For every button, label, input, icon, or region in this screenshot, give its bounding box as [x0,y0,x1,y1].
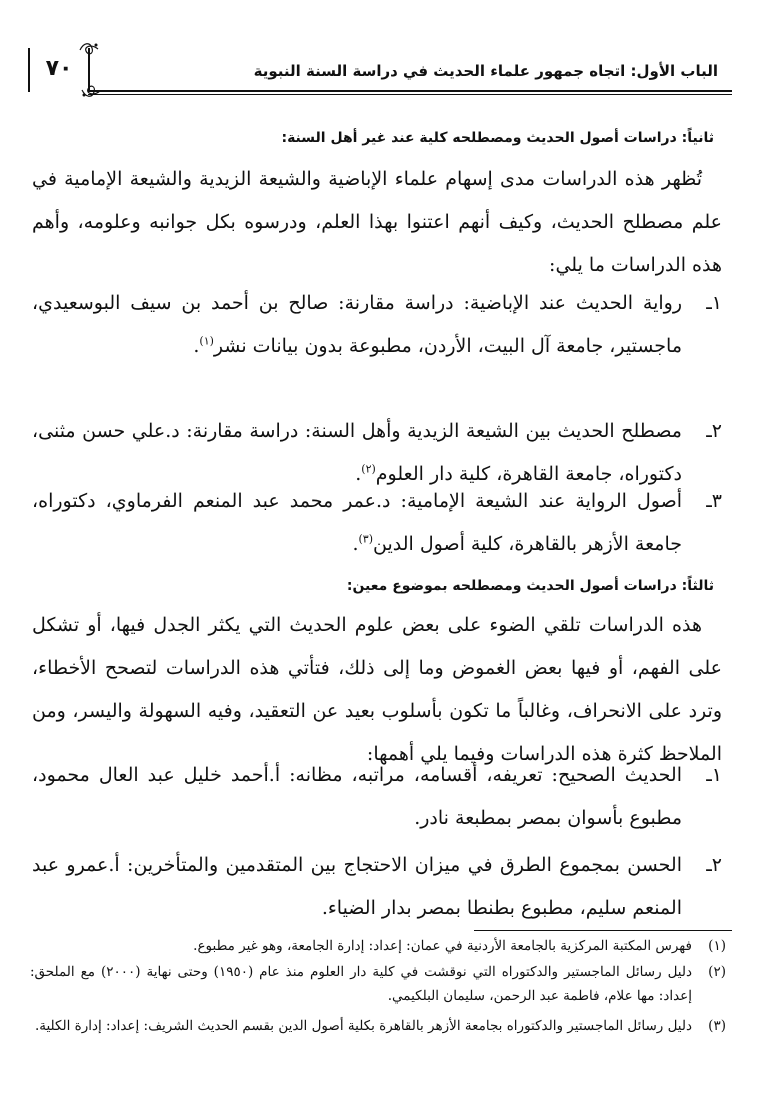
footnote-ref[interactable]: (١) [199,334,214,348]
page-number-box [28,48,90,92]
section-3-intro: هذه الدراسات تلقي الضوء على بعض علوم الحديث التي يكثر الجدل فيها، أو تشكل على الفهم، أو فيها بعض الغموض وما إلى ذلك، فتأتي هذه الدراسات لتصحح الأخطاء، وترد على الانحراف، وغالباً ما تكون بأسلوب بعيد عن التعقيد، وفيه السهولة واليسر، ومن الملاحظ كثرة هذه الدراسات وفيما يلي أهمها: [32,614,722,765]
footnote-text: دليل رسائل الماجستير والدكتوراه التي نوقشت في كلية دار العلوم منذ عام (١٩٥٠) وحتى نهاية (٢٠٠٠) مع الملحق: إعداد: مها علام، فاطمة عبد الرحمن، سليمان البلكيمي. [30,964,692,1004]
list-item [32,754,722,840]
list-text: الحسن بمجموع الطرق في ميزان الاحتجاج بين المتقدمين والمتأخرين: أ.عمرو عبد المنعم سليم، مطبوع بطنطا بمصر بدار الضياء. [32,854,682,919]
list-number: ١ـ [706,764,722,786]
running-title: الباب الأول: اتجاه جمهور علماء الحديث في دراسة السنة النبوية [253,62,718,80]
page-header [28,44,732,96]
footnote [30,960,726,1008]
list-item [32,844,722,930]
list-number: ٢ـ [706,420,722,442]
footnote-text: دليل رسائل الماجستير والدكتوراه بجامعة الأزهر بالقاهرة بكلية أصول الدين بقسم الحديث الشريف: إعداد: إدارة الكلية. [34,1018,692,1034]
footnote-ref[interactable]: (٣) [358,532,373,546]
list-item [32,282,722,368]
footnote-number: (١) [708,938,726,954]
page-number: ٧٠ [45,56,73,81]
list-text: مصطلح الحديث بين الشيعة الزيدية وأهل السنة: دراسة مقارنة: د.علي حسن مثنى، دكتوراه، جامعة القاهرة، كلية دار العلوم$^{(٢)}$. [32,420,682,485]
header-rule-thin [88,94,732,95]
flourish-ornament-icon [80,82,102,100]
section-heading-3: ثالثاً: دراسات أصول الحديث ومصطلحه بموضوع معين: [346,578,714,594]
section-heading-2: ثانياً: دراسات أصول الحديث ومصطلحه كلية عند غير أهل السنة: [281,130,714,146]
header-rule [88,90,732,92]
section-2-intro: تُظهر هذه الدراسات مدى إسهام علماء الإباضية والشيعة الزيدية والشيعة الإمامية في علم مصطلح الحديث، وكيف أنهم اعتنوا بهذا العلم، ودرسوه بكل جوانبه وعلومه، وأهم هذه الدراسات ما يلي: [32,168,722,276]
footnote [30,934,726,958]
list-text: أصول الرواية عند الشيعة الإمامية: د.عمر محمد عبد المنعم الفرماوي، دكتوراه، جامعة الأزهر بالقاهرة، كلية أصول الدين$^{(٣)}$. [32,490,682,555]
list-text: الحديث الصحيح: تعريفه، أقسامه، مراتبه، مظانه: أ.أحمد خليل عبد العال محمود، مطبوع بأسوان بمصر بمطبعة نادر. [32,764,682,829]
list-number: ٢ـ [706,854,722,876]
list-number: ١ـ [706,292,722,314]
footnote-text: فهرس المكتبة المركزية بالجامعة الأردنية في عمان: إعداد: إدارة الجامعة، وهو غير مطبوع. [193,938,692,954]
footnote-ref[interactable]: (٢) [361,462,376,476]
footnote-separator [474,930,732,931]
footnote-number: (٢) [708,964,726,980]
list-item [32,480,722,566]
footnote [30,1014,726,1038]
list-number: ٣ـ [706,490,722,512]
footnote-number: (٣) [708,1018,726,1034]
list-text: رواية الحديث عند الإباضية: دراسة مقارنة: صالح بن أحمد بن سيف البوسعيدي، ماجستير، جامعة آل البيت، الأردن، مطبوعة بدون بيانات نشر$^{(١)}$. [32,292,682,357]
